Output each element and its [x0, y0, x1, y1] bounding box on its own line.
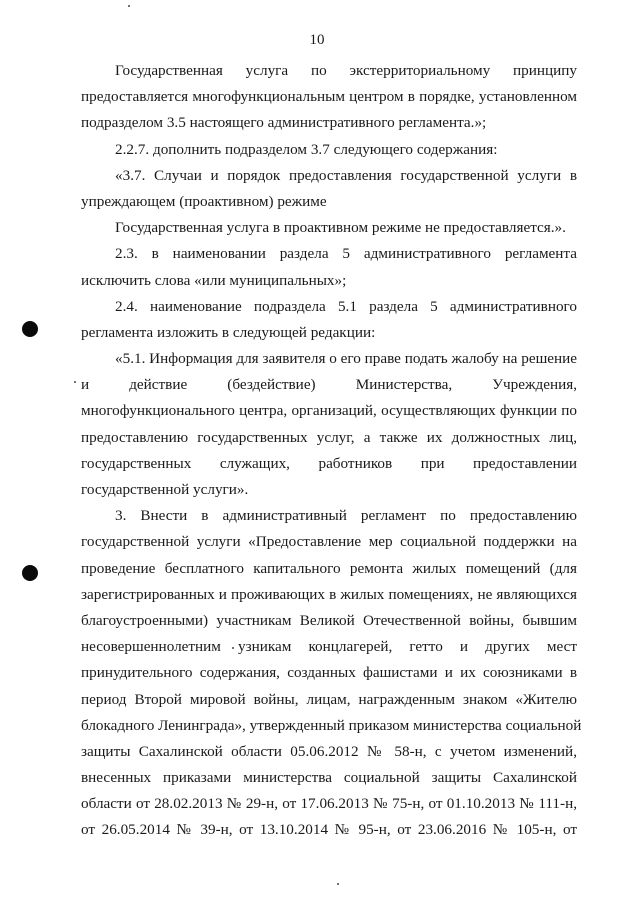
text-line: период Второй мировой войны, лицам, награжденным знаком «Жителю: [81, 690, 577, 708]
text-line: предоставлению государственных услуг, а также их должностных лиц,: [81, 428, 577, 446]
text-line: исключить слова «или муниципальных»;: [81, 271, 347, 289]
text-line: принудительного содержания, созданных фашистами и их союзниками в: [81, 664, 577, 682]
text-line: предоставляется многофункциональным центром в порядке, установленном: [81, 88, 577, 106]
text-line: многофункционального центра, организаций, осуществляющих функции по: [81, 402, 577, 420]
text-line: «3.7. Случаи и порядок предоставления государственной услуги в: [115, 166, 577, 184]
text-line: государственных служащих, работников при предоставлении: [81, 454, 577, 472]
text-line: защиты Сахалинской области 05.06.2012 № 58-н, с учетом изменений,: [81, 742, 577, 760]
text-line: и действие (бездействие) Министерства, Учреждения,: [81, 376, 577, 394]
binding-hole-mark: [22, 565, 38, 581]
text-line: упреждающем (проактивном) режиме: [81, 192, 327, 210]
text-line: внесенных приказами министерства социальной защиты Сахалинской: [81, 769, 577, 787]
text-line: Государственная услуга по экстерриториальному принципу: [115, 62, 577, 79]
page-number: 10: [309, 32, 325, 48]
binding-hole-mark: [22, 321, 38, 337]
text-line: государственной услуги «Предоставление мер социальной поддержки на: [81, 533, 577, 551]
text-line: зарегистрированных и проживающих в жилых помещениях, не являющихся: [81, 585, 577, 603]
text-line: государственной услуги».: [81, 481, 249, 498]
document-body: [81, 58, 582, 844]
text-line: от 26.05.2014 № 39-н, от 13.10.2014 № 95-н, от 23.06.2016 № 105-н, от: [81, 821, 577, 839]
text-line: подразделом 3.5 настоящего административного регламента.»;: [81, 114, 487, 132]
scan-speck: [128, 5, 130, 7]
text-line: несовершеннолетним узникам концлагерей, гетто и других мест: [81, 638, 577, 656]
text-line: «5.1. Информация для заявителя о его праве подать жалобу на решение: [115, 350, 577, 368]
text-line: 2.2.7. дополнить подразделом 3.7 следующего содержания:: [115, 140, 498, 158]
scan-speck: [337, 883, 339, 885]
text-line: регламента изложить в следующей редакции:: [81, 323, 376, 341]
text-line: области от 28.02.2013 № 29-н, от 17.06.2013 № 75-н, от 01.10.2013 № 111-н,: [81, 795, 577, 813]
text-line: блокадного Ленинграда», утвержденный приказом министерства социальной: [81, 716, 582, 734]
text-line: проведение бесплатного капитального ремонта жилых помещений (для: [81, 559, 577, 577]
text-line: 2.3. в наименовании раздела 5 административного регламента: [115, 245, 577, 263]
text-line: Государственная услуга в проактивном режиме не предоставляется.».: [115, 219, 566, 237]
text-line: 3. Внести в административный регламент по предоставлению: [115, 507, 577, 525]
text-line: 2.4. наименование подраздела 5.1 раздела 5 административного: [115, 297, 577, 315]
text-line: благоустроенными) участникам Великой Отечественной войны, бывшим: [81, 611, 577, 629]
scan-speck: [74, 381, 76, 383]
